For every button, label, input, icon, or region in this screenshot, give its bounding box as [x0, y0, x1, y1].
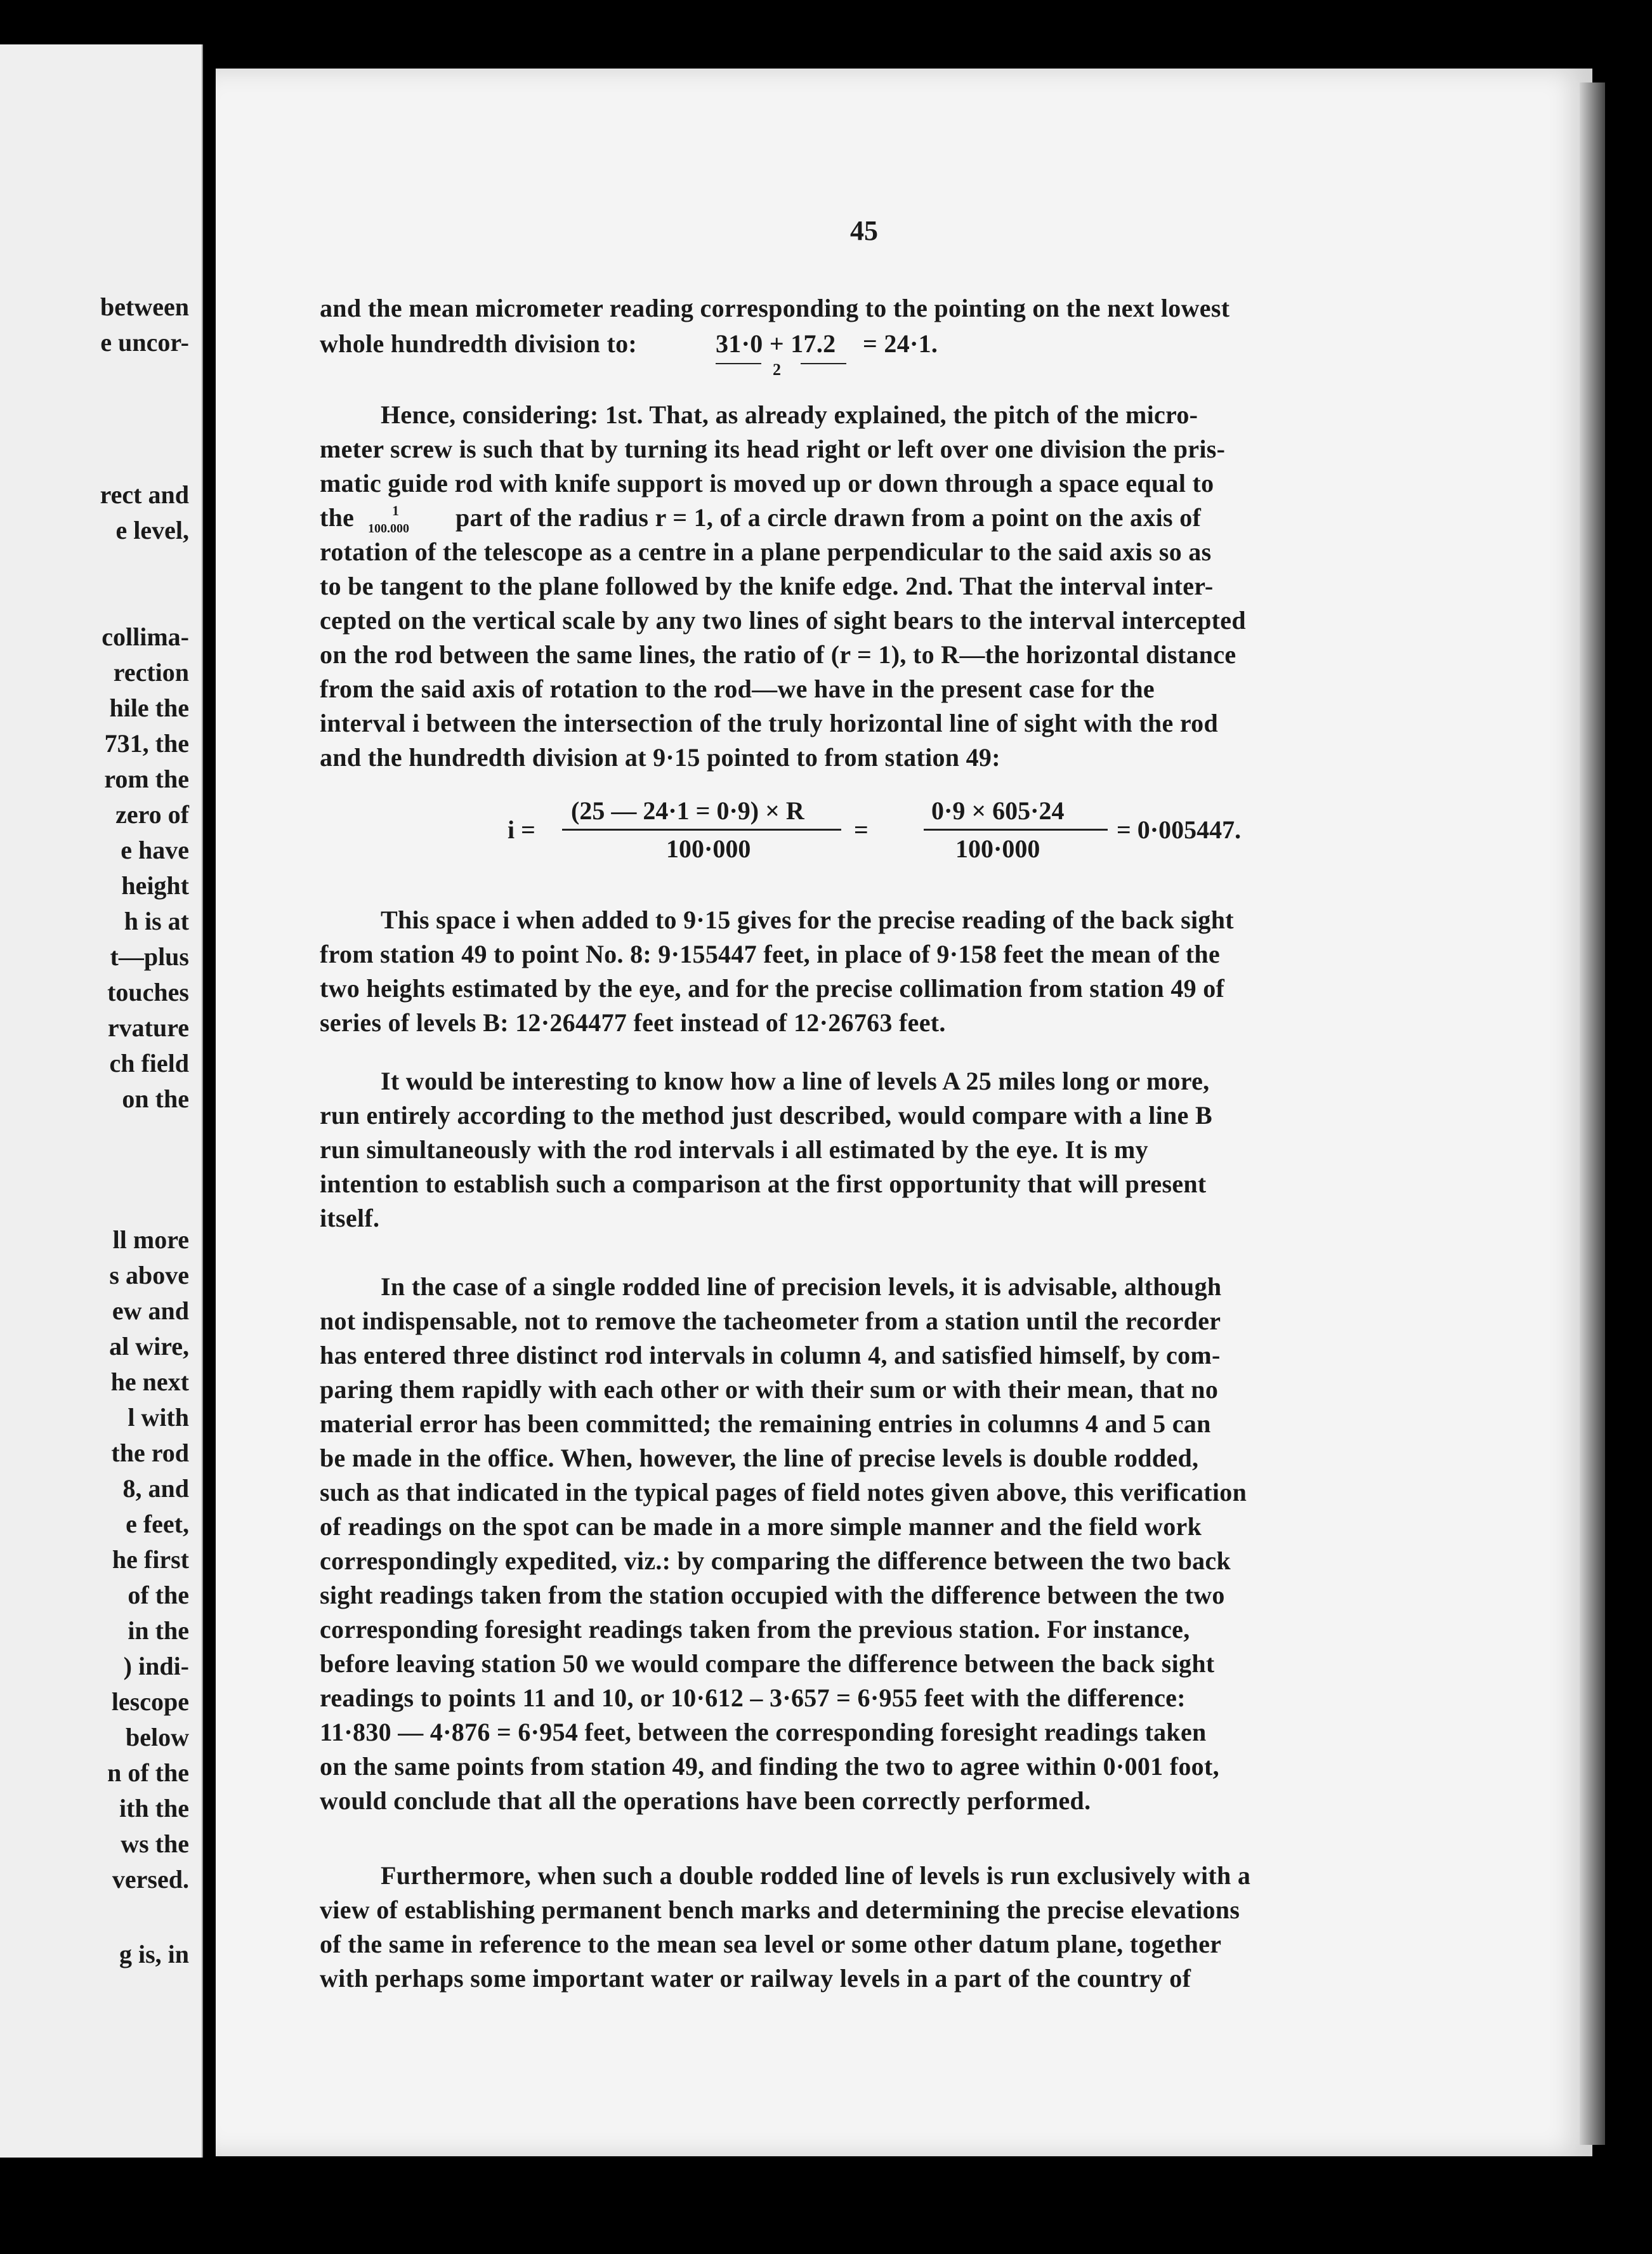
text-line: corresponding foresight readings taken from the previous station. For instance, — [320, 1615, 1190, 1644]
text-line: on the rod between the same lines, the ratio of (r = 1), to R—the horizontal distance — [320, 640, 1236, 669]
left-fragment-line: ch field — [109, 1049, 189, 1078]
left-fragment-line: below — [126, 1723, 189, 1751]
left-fragment-line: ws the — [121, 1829, 189, 1858]
fraction-denominator: 2 — [773, 360, 781, 379]
underline — [716, 363, 761, 364]
left-fragment-line: e level, — [115, 516, 189, 544]
left-fragment-line: t—plus — [110, 942, 189, 971]
left-fragment-line: hile the — [109, 694, 189, 722]
text-line: rotation of the telescope as a centre in a plane perpendicular to the said axis so as — [320, 537, 1212, 566]
left-fragment-line: versed. — [112, 1865, 189, 1894]
left-fragment-line: rom the — [104, 765, 189, 793]
text-line: intention to establish such a comparison at the first opportunity that will present — [320, 1170, 1207, 1198]
left-fragment-line: n of the — [107, 1758, 189, 1787]
left-fragment-line: between — [100, 293, 189, 321]
left-fragment-line: s above — [109, 1261, 189, 1289]
left-fragment-line: lescope — [111, 1687, 189, 1716]
formula-numerator-1: (25 — 24·1 = 0·9) × R — [571, 796, 804, 825]
fraction-bar — [924, 829, 1108, 831]
text-line: part of the radius r = 1, of a circle drawn from a point on the axis of — [456, 503, 1202, 532]
left-fragment-line: collima- — [102, 623, 189, 651]
text-line: such as that indicated in the typical pages of field notes given above, this verification — [320, 1478, 1247, 1506]
text-line: In the case of a single rodded line of precision levels, it is advisable, although — [381, 1272, 1222, 1301]
page-number: 45 — [850, 215, 878, 246]
text-line: sight readings taken from the station occupied with the difference between the two — [320, 1581, 1225, 1609]
left-fragment-line: on the — [122, 1084, 189, 1113]
small-fraction-numerator: 1 — [392, 503, 399, 518]
left-fragment-line: e feet, — [126, 1510, 189, 1538]
text-line: on the same points from station 49, and finding the two to agree within 0·001 foot, — [320, 1752, 1219, 1781]
text-line: from station 49 to point No. 8: 9·155447 feet, in place of 9·158 feet the mean of the — [320, 940, 1220, 968]
left-fragment-line: 8, and — [122, 1474, 189, 1503]
left-fragment-line: ew and — [112, 1296, 189, 1325]
formula-lhs: i = — [508, 815, 535, 844]
text-line: the — [320, 503, 355, 532]
formula-denominator-2: 100·000 — [955, 834, 1040, 863]
text-line: would conclude that all the operations have been correctly performed. — [320, 1786, 1091, 1815]
text-line: run simultaneously with the rod intervals i all estimated by the eye. It is my — [320, 1135, 1148, 1164]
text-line: Furthermore, when such a double rodded line of levels is run exclusively with a — [381, 1861, 1251, 1890]
text-line: be made in the office. When, however, the line of precise levels is double rodded, — [320, 1444, 1199, 1472]
text-line: cepted on the vertical scale by any two lines of sight bears to the interval intercepted — [320, 606, 1246, 635]
small-fraction-denominator: 100.000 — [368, 522, 409, 536]
fraction-bar — [562, 829, 841, 831]
text-line: This space i when added to 9·15 gives for the precise reading of the back sight — [381, 906, 1234, 934]
text-line: before leaving station 50 we would compare the difference between the back sight — [320, 1649, 1215, 1678]
left-fragment-line: ) indi- — [123, 1652, 189, 1680]
text-line: interval i between the intersection of the truly horizontal line of sight with the rod — [320, 709, 1219, 737]
left-fragment-line: rect and — [100, 480, 189, 509]
text-line: matic guide rod with knife support is moved up or down through a space equal to — [320, 469, 1214, 498]
left-fragment-line: e have — [121, 836, 189, 864]
text-line: paring them rapidly with each other or with their sum or with their mean, that no — [320, 1375, 1219, 1404]
underline — [801, 363, 846, 364]
left-fragment-line: g is, in — [119, 1940, 189, 1968]
text-line: series of levels B: 12·264477 feet instead of 12·26763 feet. — [320, 1008, 946, 1037]
left-fragment-line: ith the — [119, 1794, 189, 1822]
text-line: material error has been committed; the remaining entries in columns 4 and 5 can — [320, 1409, 1211, 1438]
left-fragment-line: h is at — [124, 907, 189, 935]
left-fragment-line: l with — [128, 1403, 189, 1432]
formula-denominator-1: 100·000 — [666, 834, 751, 863]
left-fragment-line: zero of — [115, 800, 189, 829]
text-line: It would be interesting to know how a line of levels A 25 miles long or more, — [381, 1067, 1210, 1095]
left-fragment-line: rection — [113, 658, 189, 687]
text-line: meter screw is such that by turning its head right or left over one division the pris- — [320, 435, 1226, 463]
left-fragment-line: touches — [107, 978, 189, 1006]
left-fragment-line: ll more — [112, 1225, 189, 1254]
text-line: view of establishing permanent bench marks and determining the precise elevations — [320, 1895, 1240, 1924]
text-line: and the mean micrometer reading corresponding to the pointing on the next lowest — [320, 294, 1230, 322]
formula-result: = 0·005447. — [1117, 815, 1242, 844]
left-fragment-line: of the — [128, 1581, 189, 1609]
text-line: from the said axis of rotation to the rod—we have in the present case for the — [320, 675, 1155, 703]
left-fragment-line: the rod — [111, 1439, 189, 1467]
text-line: of the same in reference to the mean sea level or some other datum plane, together — [320, 1930, 1222, 1958]
text-line: correspondingly expedited, viz.: by comparing the difference between the two back — [320, 1546, 1231, 1575]
left-fragment-line: e uncor- — [100, 328, 189, 357]
text-line: readings to points 11 and 10, or 10·612 – 3·657 = 6·955 feet with the difference: — [320, 1684, 1186, 1712]
page-edge — [1580, 82, 1605, 2145]
previous-page-fragment — [0, 44, 203, 2158]
text-line: itself. — [320, 1204, 380, 1232]
fraction-numerator: 31·0 + 17.2 — [716, 329, 836, 358]
text-line: of readings on the spot can be made in a more simple manner and the field work — [320, 1512, 1202, 1541]
left-fragment-line: height — [121, 871, 189, 900]
text-line: run entirely according to the method just described, would compare with a line B — [320, 1101, 1212, 1130]
text-line: = 24·1. — [863, 329, 938, 358]
left-fragment-line: rvature — [107, 1013, 189, 1042]
formula-numerator-2: 0·9 × 605·24 — [931, 796, 1065, 825]
formula-equals: = — [854, 815, 869, 844]
text-line: not indispensable, not to remove the tacheometer from a station until the recorder — [320, 1307, 1221, 1335]
left-fragment-line: he first — [112, 1545, 189, 1574]
text-line: and the hundredth division at 9·15 pointed to from station 49: — [320, 743, 1000, 772]
text-line: 11·830 — 4·876 = 6·954 feet, between the corresponding foresight readings taken — [320, 1718, 1207, 1746]
text-line: Hence, considering: 1st. That, as already explained, the pitch of the micro- — [381, 400, 1198, 429]
text-line: to be tangent to the plane followed by the knife edge. 2nd. That the interval inter- — [320, 572, 1214, 600]
text-line: two heights estimated by the eye, and for the precise collimation from station 49 of — [320, 974, 1225, 1003]
left-fragment-line: al wire, — [109, 1332, 189, 1361]
text-line: has entered three distinct rod intervals in column 4, and satisfied himself, by com- — [320, 1341, 1221, 1369]
text-line: with perhaps some important water or railway levels in a part of the country of — [320, 1964, 1191, 1993]
text-line: whole hundredth division to: — [320, 329, 638, 358]
left-fragment-line: in the — [128, 1616, 189, 1645]
left-fragment-line: he next — [110, 1368, 189, 1396]
left-fragment-line: 731, the — [104, 729, 189, 758]
